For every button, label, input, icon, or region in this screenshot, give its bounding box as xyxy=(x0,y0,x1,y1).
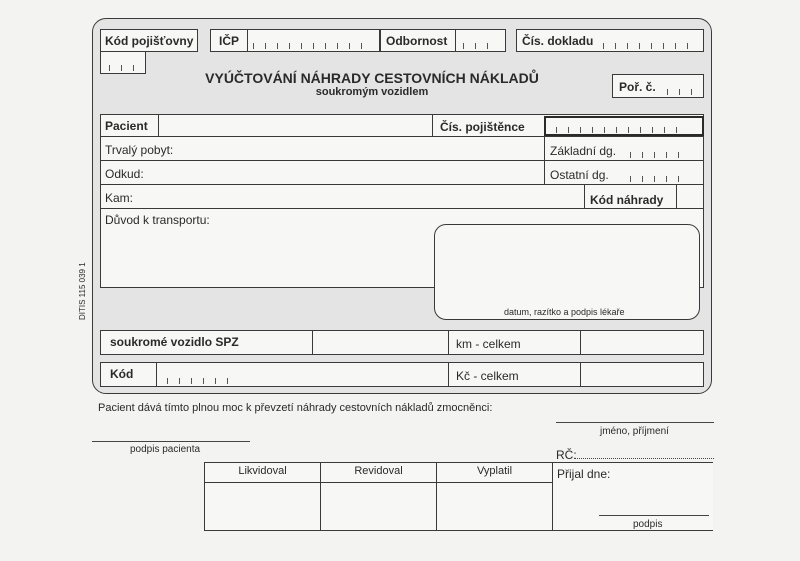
zakladni-dg-label: Základní dg. xyxy=(550,144,617,158)
por-c-field[interactable] xyxy=(612,74,704,98)
prijal-cell[interactable] xyxy=(553,463,714,531)
por-c-label: Poř. č. xyxy=(619,80,656,94)
odbornost-field[interactable] xyxy=(380,29,506,52)
cis-dokladu-label: Čís. dokladu xyxy=(522,34,594,48)
processing-table xyxy=(204,462,713,531)
digit-ticks xyxy=(630,176,690,182)
revidoval-cell[interactable] xyxy=(321,483,437,531)
doctor-stamp-box[interactable] xyxy=(434,224,700,320)
cis-dokladu-field[interactable] xyxy=(516,29,704,52)
duvod-label: Důvod k transportu: xyxy=(105,213,210,227)
odbornost-label: Odbornost xyxy=(386,34,448,48)
stamp-caption: datum, razítko a podpis lékaře xyxy=(504,307,625,317)
digit-ticks xyxy=(556,127,686,133)
form-subtitle: soukromým vozidlem xyxy=(315,86,429,98)
kc-celkem-label: Kč - celkem xyxy=(456,369,519,383)
digit-ticks xyxy=(463,43,497,49)
prijal-dne-label: Přijal dne: xyxy=(557,467,611,481)
pacient-label: Pacient xyxy=(105,119,148,133)
kod-pojistovny-field[interactable] xyxy=(100,29,198,52)
digit-ticks xyxy=(167,378,229,384)
podpis-label: podpis xyxy=(633,519,663,530)
form-code: DITIS 115 039 1 xyxy=(78,262,87,320)
kc-input[interactable] xyxy=(581,363,703,386)
kod-input[interactable] xyxy=(157,363,447,386)
digit-ticks xyxy=(667,89,697,95)
likvidoval-cell[interactable] xyxy=(205,483,321,531)
icp-label: IČP xyxy=(219,34,240,48)
revidoval-header: Revidoval xyxy=(321,463,437,483)
podpis-line[interactable] xyxy=(599,515,709,516)
vyplatil-cell[interactable] xyxy=(437,483,553,531)
jmeno-line[interactable] xyxy=(556,422,714,423)
ostatni-dg-label: Ostatní dg. xyxy=(550,168,609,182)
podpis-pacienta-label: podpis pacienta xyxy=(130,444,201,455)
digit-ticks xyxy=(630,152,690,158)
power-of-attorney-text: Pacient dává tímto plnou moc k převzetí náhrady cestovních nákladů zmocněnci: xyxy=(98,402,493,414)
odkud-label: Odkud: xyxy=(105,167,144,181)
rc-line[interactable] xyxy=(574,458,714,459)
zakladni-dg-input[interactable] xyxy=(624,140,700,158)
rc-label: RČ: xyxy=(556,448,577,462)
km-input[interactable] xyxy=(581,331,703,354)
cis-pojistence-input[interactable] xyxy=(544,116,704,136)
trvaly-pobyt-label: Trvalý pobyt: xyxy=(105,143,174,157)
digit-ticks xyxy=(253,43,371,49)
digit-ticks xyxy=(603,43,699,49)
podpis-pacienta-line[interactable] xyxy=(92,441,250,442)
km-celkem-label: km - celkem xyxy=(456,337,521,351)
vyplatil-header: Vyplatil xyxy=(437,463,553,483)
spz-label: soukromé vozidlo SPZ xyxy=(110,335,239,349)
kod-nahrady-label: Kód náhrady xyxy=(590,193,664,207)
kam-label: Kam: xyxy=(105,191,134,205)
pacient-name-input[interactable] xyxy=(158,114,432,137)
icp-field[interactable] xyxy=(210,29,380,52)
spz-input[interactable] xyxy=(313,331,447,354)
cis-pojistence-label: Čís. pojištěnce xyxy=(440,120,525,134)
form-title: VYÚČTOVÁNÍ NÁHRADY CESTOVNÍCH NÁKLADŮ xyxy=(205,70,539,86)
likvidoval-header: Likvidoval xyxy=(205,463,321,483)
kod-pojistovny-label: Kód pojišťovny xyxy=(105,34,194,48)
ostatni-dg-input[interactable] xyxy=(624,164,700,182)
kod-label: Kód xyxy=(110,367,134,381)
jmeno-label: jméno, příjmení xyxy=(600,426,669,437)
